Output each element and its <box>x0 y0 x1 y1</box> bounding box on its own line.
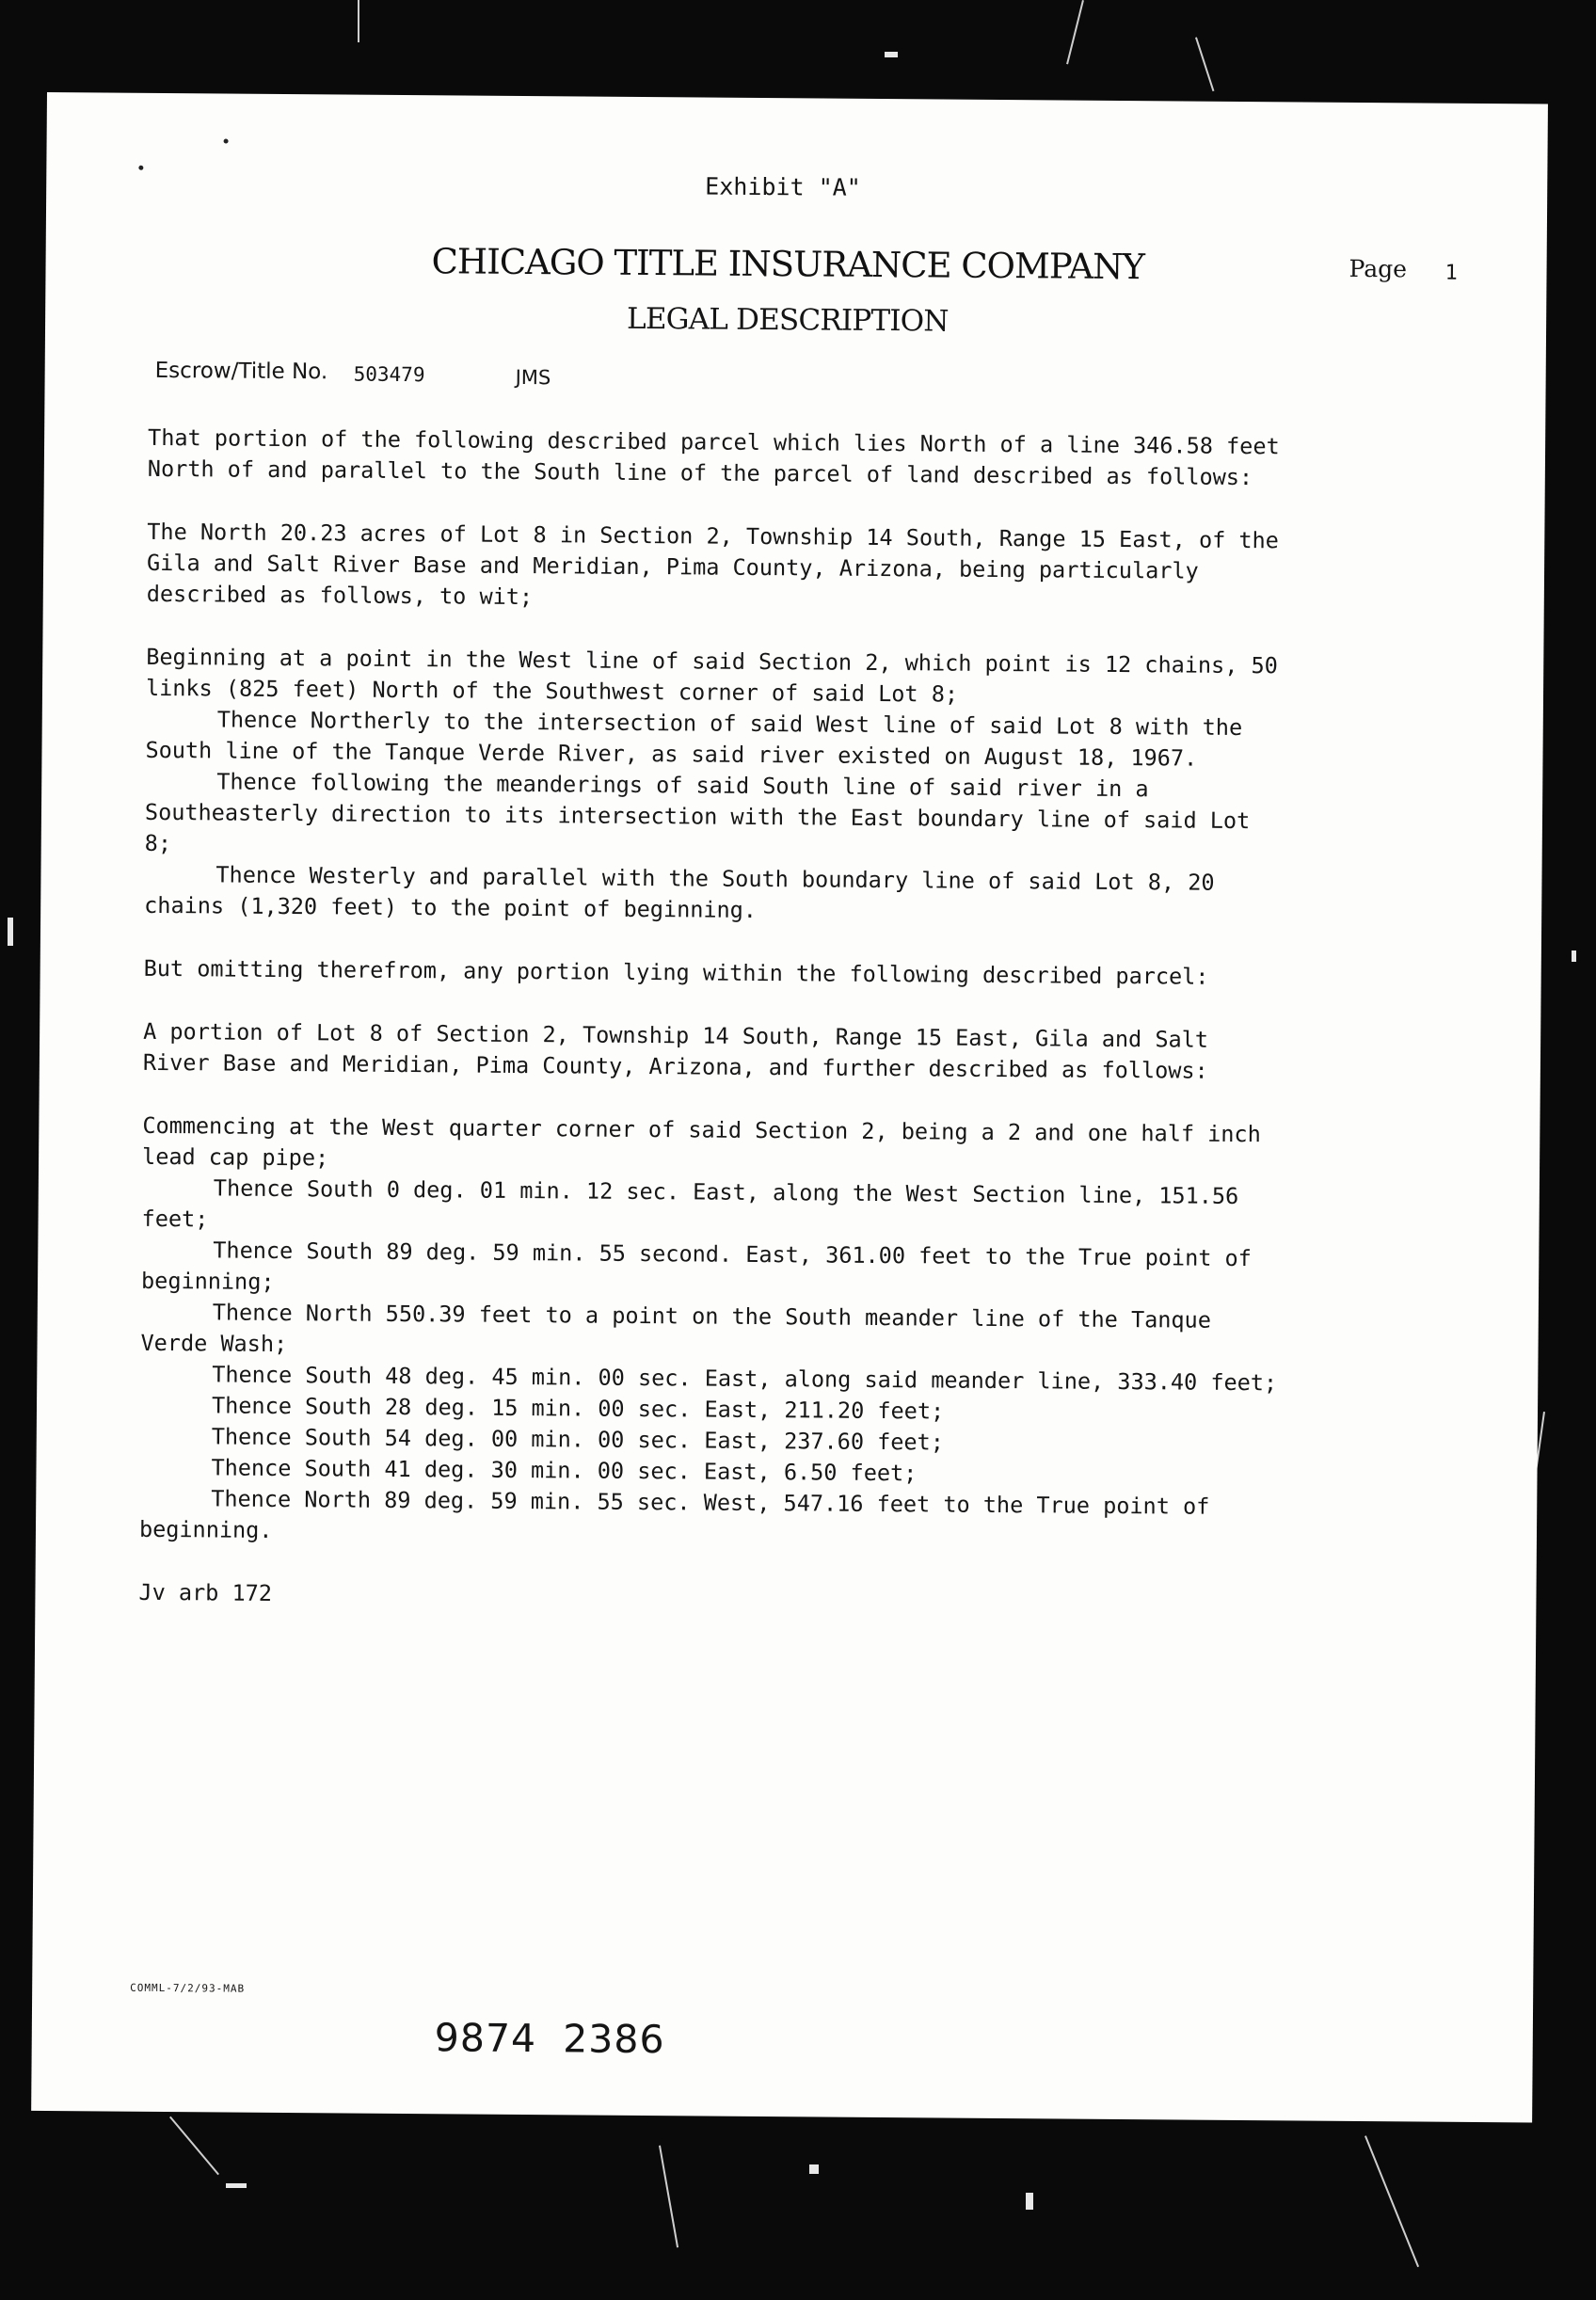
text-line: feet; <box>141 1205 209 1233</box>
text-line: Thence South 48 deg. 45 min. 00 sec. East, along said meander line, 333.40 feet; <box>212 1361 1278 1397</box>
page-number: 1 <box>1444 261 1458 285</box>
scan-scratch <box>358 0 359 42</box>
form-code: COMML-7/2/93-MAB <box>130 1981 246 1995</box>
text-line: River Base and Meridian, Pima County, Arizona, and further described as follows: <box>142 1048 1208 1084</box>
text-line: Commencing at the West quarter corner of said Section 2, being a 2 and one half inch <box>142 1111 1261 1148</box>
text-line: But omitting therefrom, any portion lying within the following described parcel: <box>143 954 1209 990</box>
text-line: The North 20.23 acres of Lot 8 in Section 2, Township 14 South, Range 15 East, of the <box>147 518 1280 554</box>
scan-scratch <box>1195 37 1214 91</box>
text-line: Beginning at a point in the West line of said Section 2, which point is 12 chains, 50 <box>146 643 1278 679</box>
text-line: Thence South 0 deg. 01 min. 12 sec. East, along the West Section line, 151.56 <box>213 1174 1239 1209</box>
text-line: Thence North 550.39 feet to a point on the South meander line of the Tanque <box>212 1299 1212 1334</box>
recording-page: 2386 <box>563 2016 665 2063</box>
text-line: links (825 feet) North of the Southwest corner of said Lot 8; <box>145 674 959 708</box>
scan-speck <box>1026 2193 1033 2210</box>
text-line: Verde Wash; <box>140 1329 288 1358</box>
scan-speck <box>1572 950 1576 962</box>
text-line: lead cap pipe; <box>142 1142 329 1172</box>
escrow-number: 503479 <box>353 362 425 387</box>
text-line: Thence South 41 deg. 30 min. 00 sec. East, 6.50 feet; <box>211 1454 918 1487</box>
recording-number: 9874 <box>434 2015 537 2062</box>
escrow-initials: JMS <box>515 365 551 390</box>
scan-scratch <box>1365 2135 1419 2267</box>
text-line: Thence Westerly and parallel with the South boundary line of said Lot 8, 20 <box>215 861 1215 896</box>
scan-scratch <box>659 2146 678 2248</box>
text-line: Gila and Salt River Base and Meridian, Pima County, Arizona, being particularly <box>146 549 1199 584</box>
text-line: A portion of Lot 8 of Section 2, Township 14 South, Range 15 East, Gila and Salt <box>143 1017 1209 1053</box>
scan-scratch <box>1066 0 1084 64</box>
text-line: described as follows, to wit; <box>146 580 534 611</box>
text-line: That portion of the following described parcel which lies North of a line 346.58 feet <box>148 423 1280 460</box>
company-name: CHICAGO TITLE INSURANCE COMPANY <box>431 241 1145 288</box>
paragraph <box>148 423 1484 495</box>
scan-scratch <box>169 2116 219 2176</box>
scan-speck <box>809 2164 819 2174</box>
stray-mark <box>224 138 229 143</box>
text-line: South line of the Tanque Verde River, as said river existed on August 18, 1967. <box>145 736 1198 772</box>
paragraph <box>147 517 1484 620</box>
text-line: chains (1,320 feet) to the point of beginning. <box>144 891 758 923</box>
text-line: Thence following the meanderings of said South line of said river in a <box>216 768 1149 803</box>
recording-reference <box>435 2015 665 2062</box>
text-line: beginning; <box>140 1267 275 1295</box>
text-line: 8; <box>144 829 172 857</box>
document-page <box>31 92 1548 2122</box>
text-line: North of and parallel to the South line of the parcel of land described as follows: <box>147 455 1253 491</box>
text-line: Thence South 28 deg. 15 min. 00 sec. East, 211.20 feet; <box>211 1392 945 1425</box>
text-line: Thence South 89 deg. 59 min. 55 second. East, 361.00 feet to the True point of <box>213 1237 1252 1272</box>
paragraph <box>139 1110 1479 1556</box>
scan-speck <box>226 2183 247 2188</box>
text-line: Thence South 54 deg. 00 min. 00 sec. East, 237.60 feet; <box>211 1423 945 1456</box>
scan-speck <box>885 52 898 57</box>
legal-description-body <box>138 423 1484 1619</box>
paragraph <box>143 1016 1479 1089</box>
exhibit-label: Exhibit "A" <box>705 172 861 201</box>
text-line: Thence Northerly to the intersection of said West line of said Lot 8 with the <box>216 706 1243 741</box>
escrow-label: Escrow/Title No. <box>154 358 328 385</box>
stray-mark <box>138 166 143 170</box>
text-line: beginning. <box>138 1515 273 1543</box>
text-line: Thence North 89 deg. 59 min. 55 sec. West, 547.16 feet to the True point of <box>211 1485 1210 1520</box>
paragraph <box>144 642 1482 932</box>
text-line: Southeasterly direction to its intersection with the East boundary line of said Lot <box>144 798 1251 835</box>
section-title: LEGAL DESCRIPTION <box>626 301 949 339</box>
scan-speck <box>8 918 13 946</box>
text-line: Jv arb 172 <box>138 1578 273 1606</box>
page-label: Page <box>1349 254 1408 283</box>
